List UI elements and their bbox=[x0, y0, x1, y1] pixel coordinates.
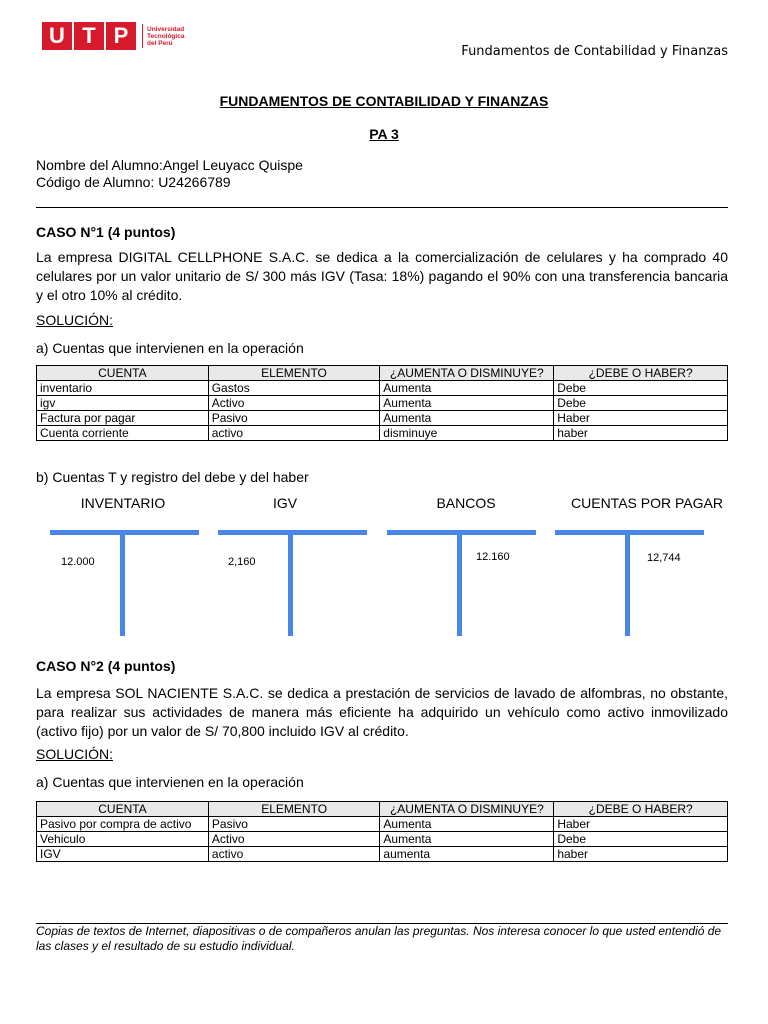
table-cell: inventario bbox=[37, 381, 209, 396]
t-account-title: INVENTARIO bbox=[80, 495, 166, 511]
table-cell: Cuenta corriente bbox=[37, 426, 209, 441]
logo-text-line: Tecnológica bbox=[147, 32, 185, 40]
table-row bbox=[37, 832, 728, 847]
utp-logo bbox=[42, 22, 184, 50]
table-cell: aumenta bbox=[380, 847, 554, 862]
t-account-stem-igv bbox=[288, 533, 293, 636]
case2-solution-label: SOLUCIÓN: bbox=[36, 746, 114, 762]
t-account-title: IGV bbox=[272, 495, 298, 511]
table-cell: Debe bbox=[554, 396, 728, 411]
document-title: FUNDAMENTOS DE CONTABILIDAD Y FINANZAS bbox=[219, 93, 549, 109]
table-cell: haber bbox=[554, 426, 728, 441]
t-account-credit-value: 12.160 bbox=[476, 551, 510, 563]
header-cell: CUENTA bbox=[37, 366, 209, 381]
logo-text-line: Universidad bbox=[147, 25, 185, 33]
table-cell: Debe bbox=[554, 832, 728, 847]
table-cell: igv bbox=[37, 396, 209, 411]
logo-divider bbox=[142, 24, 143, 48]
case2-part-a: a) Cuentas que intervienen en la operación bbox=[36, 774, 304, 790]
table-cell: haber bbox=[554, 847, 728, 862]
table-cell: Factura por pagar bbox=[37, 411, 209, 426]
header-cell: ¿DEBE O HABER? bbox=[554, 802, 728, 817]
t-account-debit-value: 12.000 bbox=[61, 556, 95, 568]
document-subtitle: PA 3 bbox=[369, 126, 399, 142]
table-cell: Activo bbox=[208, 832, 379, 847]
case2-description: La empresa SOL NACIENTE S.A.C. se dedica a prestación de servicios de lavado de alfombras, no obstante, para realizar sus actividades de manera más eficiente ha adquirido un vehículo como activo inmovilizado (activo fijo) por un valor de S/ 70,800 incluido IGV al crédito. bbox=[36, 685, 728, 739]
case1-heading: CASO N°1 (4 puntos) bbox=[36, 224, 176, 240]
t-account-stem-cuentas-por-pagar bbox=[625, 533, 630, 636]
header-cell: ¿AUMENTA O DISMINUYE? bbox=[380, 366, 554, 381]
t-account-stem-bancos bbox=[457, 533, 462, 636]
table-row bbox=[37, 396, 728, 411]
header-course-name: Fundamentos de Contabilidad y Finanzas bbox=[461, 44, 728, 59]
table-row bbox=[37, 381, 728, 396]
t-account-title: BANCOS bbox=[436, 495, 496, 511]
table-cell: Debe bbox=[554, 381, 728, 396]
logo-letter-u: U bbox=[42, 22, 72, 50]
table-cell: Activo bbox=[208, 396, 380, 411]
table-cell: Aumenta bbox=[380, 381, 554, 396]
student-code: Código de Alumno: U24266789 bbox=[36, 174, 231, 190]
footer-note: Copias de textos de Internet, diapositivas o de compañeros anulan las preguntas. Nos interesa conocer lo que usted entendió de las clases y el resultado de su estudio individual. bbox=[36, 924, 722, 953]
logo-letter-p: P bbox=[106, 22, 136, 50]
t-account-stem-inventario bbox=[120, 533, 125, 636]
table-cell: IGV bbox=[37, 847, 209, 862]
section-divider bbox=[36, 207, 728, 208]
table-cell: Aumenta bbox=[380, 832, 554, 847]
logo-text-line: del Perú bbox=[147, 39, 173, 47]
logo-university-name bbox=[147, 26, 184, 47]
t-account-title: CUENTAS POR PAGAR bbox=[571, 495, 723, 511]
table-row bbox=[37, 847, 728, 862]
table-row bbox=[37, 426, 728, 441]
case1-solution-label: SOLUCIÓN: bbox=[36, 312, 114, 328]
table-cell: Aumenta bbox=[380, 396, 554, 411]
case1-description: La empresa DIGITAL CELLPHONE S.A.C. se dedica a la comercialización de celulares y ha comprado 40 celulares por un valor unitario de S/ 300 más IGV (Tasa: 18%) pagando el 90% con una transferencia bancaria y el otro 10% al crédito. bbox=[36, 249, 728, 303]
table-cell: Pasivo bbox=[208, 411, 380, 426]
table-cell: activo bbox=[208, 847, 379, 862]
header-cell: ELEMENTO bbox=[208, 366, 380, 381]
header-cell: CUENTA bbox=[37, 802, 209, 817]
t-account-credit-value: 12,744 bbox=[647, 552, 681, 564]
case1-accounts-table bbox=[36, 365, 728, 441]
t-account-debit-value: 2,160 bbox=[228, 556, 256, 568]
case1-part-a: a) Cuentas que intervienen en la operación bbox=[36, 340, 304, 356]
case2-accounts-table bbox=[36, 801, 728, 862]
table-cell: Vehiculo bbox=[37, 832, 209, 847]
table-cell: activo bbox=[208, 426, 380, 441]
header-cell: ELEMENTO bbox=[208, 802, 379, 817]
table-cell: Pasivo bbox=[208, 817, 379, 832]
logo-letter-t: T bbox=[74, 22, 104, 50]
table-row bbox=[37, 817, 728, 832]
table-row bbox=[37, 411, 728, 426]
table-header-row bbox=[37, 366, 728, 381]
table-header-row bbox=[37, 802, 728, 817]
table-cell: Haber bbox=[554, 411, 728, 426]
header-cell: ¿AUMENTA O DISMINUYE? bbox=[380, 802, 554, 817]
case1-part-b: b) Cuentas T y registro del debe y del haber bbox=[36, 469, 309, 485]
case2-heading: CASO N°2 (4 puntos) bbox=[36, 658, 176, 674]
table-cell: Aumenta bbox=[380, 411, 554, 426]
table-cell: Aumenta bbox=[380, 817, 554, 832]
table-cell: disminuye bbox=[380, 426, 554, 441]
student-name: Nombre del Alumno:Angel Leuyacc Quispe bbox=[36, 157, 303, 173]
header-cell: ¿DEBE O HABER? bbox=[554, 366, 728, 381]
table-cell: Gastos bbox=[208, 381, 380, 396]
table-cell: Haber bbox=[554, 817, 728, 832]
table-cell: Pasivo por compra de activo bbox=[37, 817, 209, 832]
